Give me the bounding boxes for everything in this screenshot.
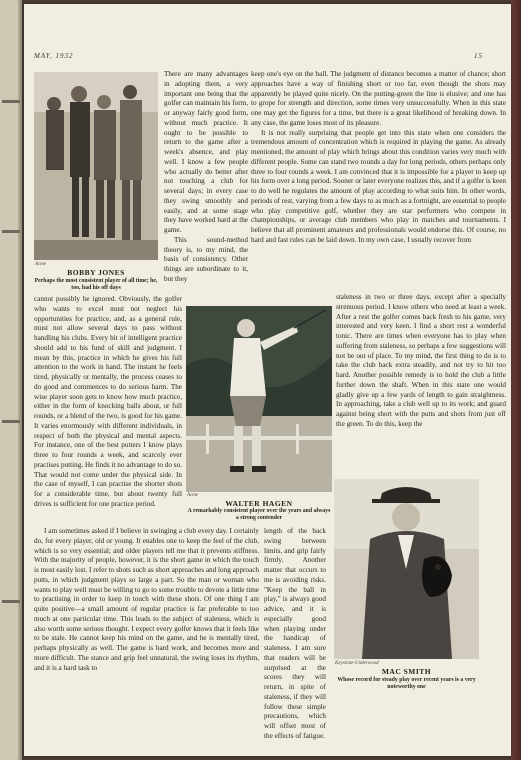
photo-caption-name: MAC SMITH (381, 667, 432, 676)
adjacent-page-line (2, 420, 20, 423)
adjacent-page-line (2, 100, 20, 103)
body-text-column (164, 70, 248, 285)
book-binding (511, 0, 521, 760)
body-paragraph: There are many advantages in adopting them, a very important one being that the golfer can maintain his form, or anyway fairly good form, without much practice. It ought to be possible to return to the game after a week's absence, and play well. I know a few people who actually do better after not touching a club for several days; in every case they swing smoothly and easily, and at some stage they have worked hard at the game. (164, 70, 248, 234)
body-paragraph: This sound-method theory is, to my mind, the basis of consistency. Other things are subordinate to it, but they (164, 235, 248, 283)
photo-mac-smith (334, 479, 479, 659)
photo-caption-text: Whose record for steady play over recent years is a very noteworthy one (337, 677, 476, 690)
body-text-column (34, 527, 259, 673)
photo-walter-hagen (186, 306, 332, 492)
photo-caption-name: WALTER HAGEN (225, 499, 293, 508)
body-text-column (34, 295, 182, 510)
book-spine (18, 0, 22, 760)
body-paragraph: I am sometimes asked if I believe in swinging a club every day. I certainly do, for every player, old or young. It enables one to keep the feel of the club, which is so very essential; and older players tell me that it prevents stiffness. With the majority of people, however, it is the short game in which the touch is most easily lost. I refer to shots such as short approaches and long approach putts, in which judgment plays so large a part. So the man or woman who wants to play well must be willing to go to some trouble to devote a little time to practising in order to keep in touch with these shots. Of one thing I am quite positive—a small amount of regular practice is far preferable to too much at one particular time. This leads to the subject of staleness, which is also worth some serious thought. I expect every golfer knows that it feels like to be stale. He cannot keep his mind on the game, and he is mentally tired, perhaps physically as well. The game is hard work, and becomes more and more difficult. The stance and grip feel unnatural, the swing loses its rhythm, and it is a hard task to (34, 527, 259, 672)
photo-caption-text: Perhaps the most consistent player of all time; he, too, had his off days (34, 278, 158, 291)
magazine-page (24, 4, 511, 756)
body-paragraph: keep one's eye on the ball. The judgment of distance becomes a matter of chance; short approaches have a way of finishing short or too far, even though the shots may apparently be played quite nicely. On the putting-green the line is elusive; and one has to grope for strength and direction, some times very unsuccessfully. When in this state one may get the figures for a time, but there is a great likelihood of breaking down. In any case, the game loses most of its pleasure. (251, 70, 506, 127)
page-number: 15 (474, 52, 483, 60)
adjacent-page-line (2, 230, 20, 233)
body-text-column (336, 293, 506, 430)
photo-credit: Acme (187, 493, 199, 498)
photo-credit: Acme (35, 262, 47, 267)
body-text-column (264, 527, 326, 742)
photo-caption-text: A remarkably consistent player over the years and always a strong contender (187, 508, 331, 521)
issue-date: MAY, 1932 (34, 52, 74, 60)
photo-bobby-jones (34, 72, 158, 260)
body-text-column (251, 70, 506, 246)
body-paragraph: staleness in two or three days, except after a specially strenuous period. I know others who need at least a week. After a rest the golfer comes back fresh to his game, very interested and very keen. I find a short rest a wonderful tonic. There are times when everyone has to play when suffering from staleness, so perhaps a few suggestions will not be out of place. To my mind, the first thing to do is to take the club back extra steadily, and not try to hit too hard. Another possible remedy is to hold the club a little further down the shaft. When in this state one would gladly give up a few yards of length to gain straightness. In approaching, take a club well up to its work; and guard against being short with the putts and shots from just off the green. To do this, keep the (336, 293, 506, 428)
body-paragraph: length of the back swing between limits, and grip fairly firmly. Another matter that occurs to me is avoiding risks. "Keep the ball in play," is always good advice, and it is especially good when playing under the handicap of staleness. I am sure that readers will be surprised at the scores they will return, in spite of staleness, if they will follow these simple precautions, which will offset most of the effects of fatigue. (264, 527, 326, 740)
photo-caption-name: BOBBY JONES (67, 268, 125, 277)
body-paragraph: cannot possibly be ignored. Obviously, the golfer who wants to excel must not neglect his opportunities for practice, and, as a general rule, must not allow several days to pass without handling his clubs. Every bit of intelligent practice should add to his fund of skill and judgment. I mean by this, practice in which he gives his full attention to the work in hand. The instant he feels tired, physically or mentally, the process ceases to do good and commences to do serious harm. The wise player soon gets to know how much practice, either in the form of knocking balls about, or full rounds, or a blend of the two, is good for his game. It varies enormously with different individuals, in respect of both the physical and mental aspects. For instance, one of the best putters I know plays three to four rounds a week, and scarcely ever practises putting. He finds it no advantage to do so. That would not come under the physical side. In the case of myself, I can practise the shorter shots for a considerable time, but about twenty full drives is sufficient for one practice period. (34, 295, 182, 508)
adjacent-page-line (2, 600, 20, 603)
body-paragraph: It is not really surprising that people get into this state when one considers the tremendous amount of concentration which is required in playing the game. As already mentioned, the amount of play which brings about this condition varies very much with different people. Some can stand two rounds a day for long periods, others perhaps only three to four rounds a week. I am convinced that it is impossible for a player to keep up his form over a long period. Sooner or later everyone realizes this, and if a golfer is keen to do well he regulates the amount of play according to what suits him. In other words, periods of rest, varying from a few days to as much as a fortnight, are essential to people who play competitive golf, whether they are star performers who compete in championships, or average club members who play in matches and tournaments. I believe that all prominent amateurs and professionals would endorse this. Of course, no hard and fast rules can be laid down. In my own case, I usually recover from (251, 128, 506, 244)
photo-credit: Keystone-Underwood (335, 661, 379, 666)
adjacent-page-edge (0, 0, 22, 760)
